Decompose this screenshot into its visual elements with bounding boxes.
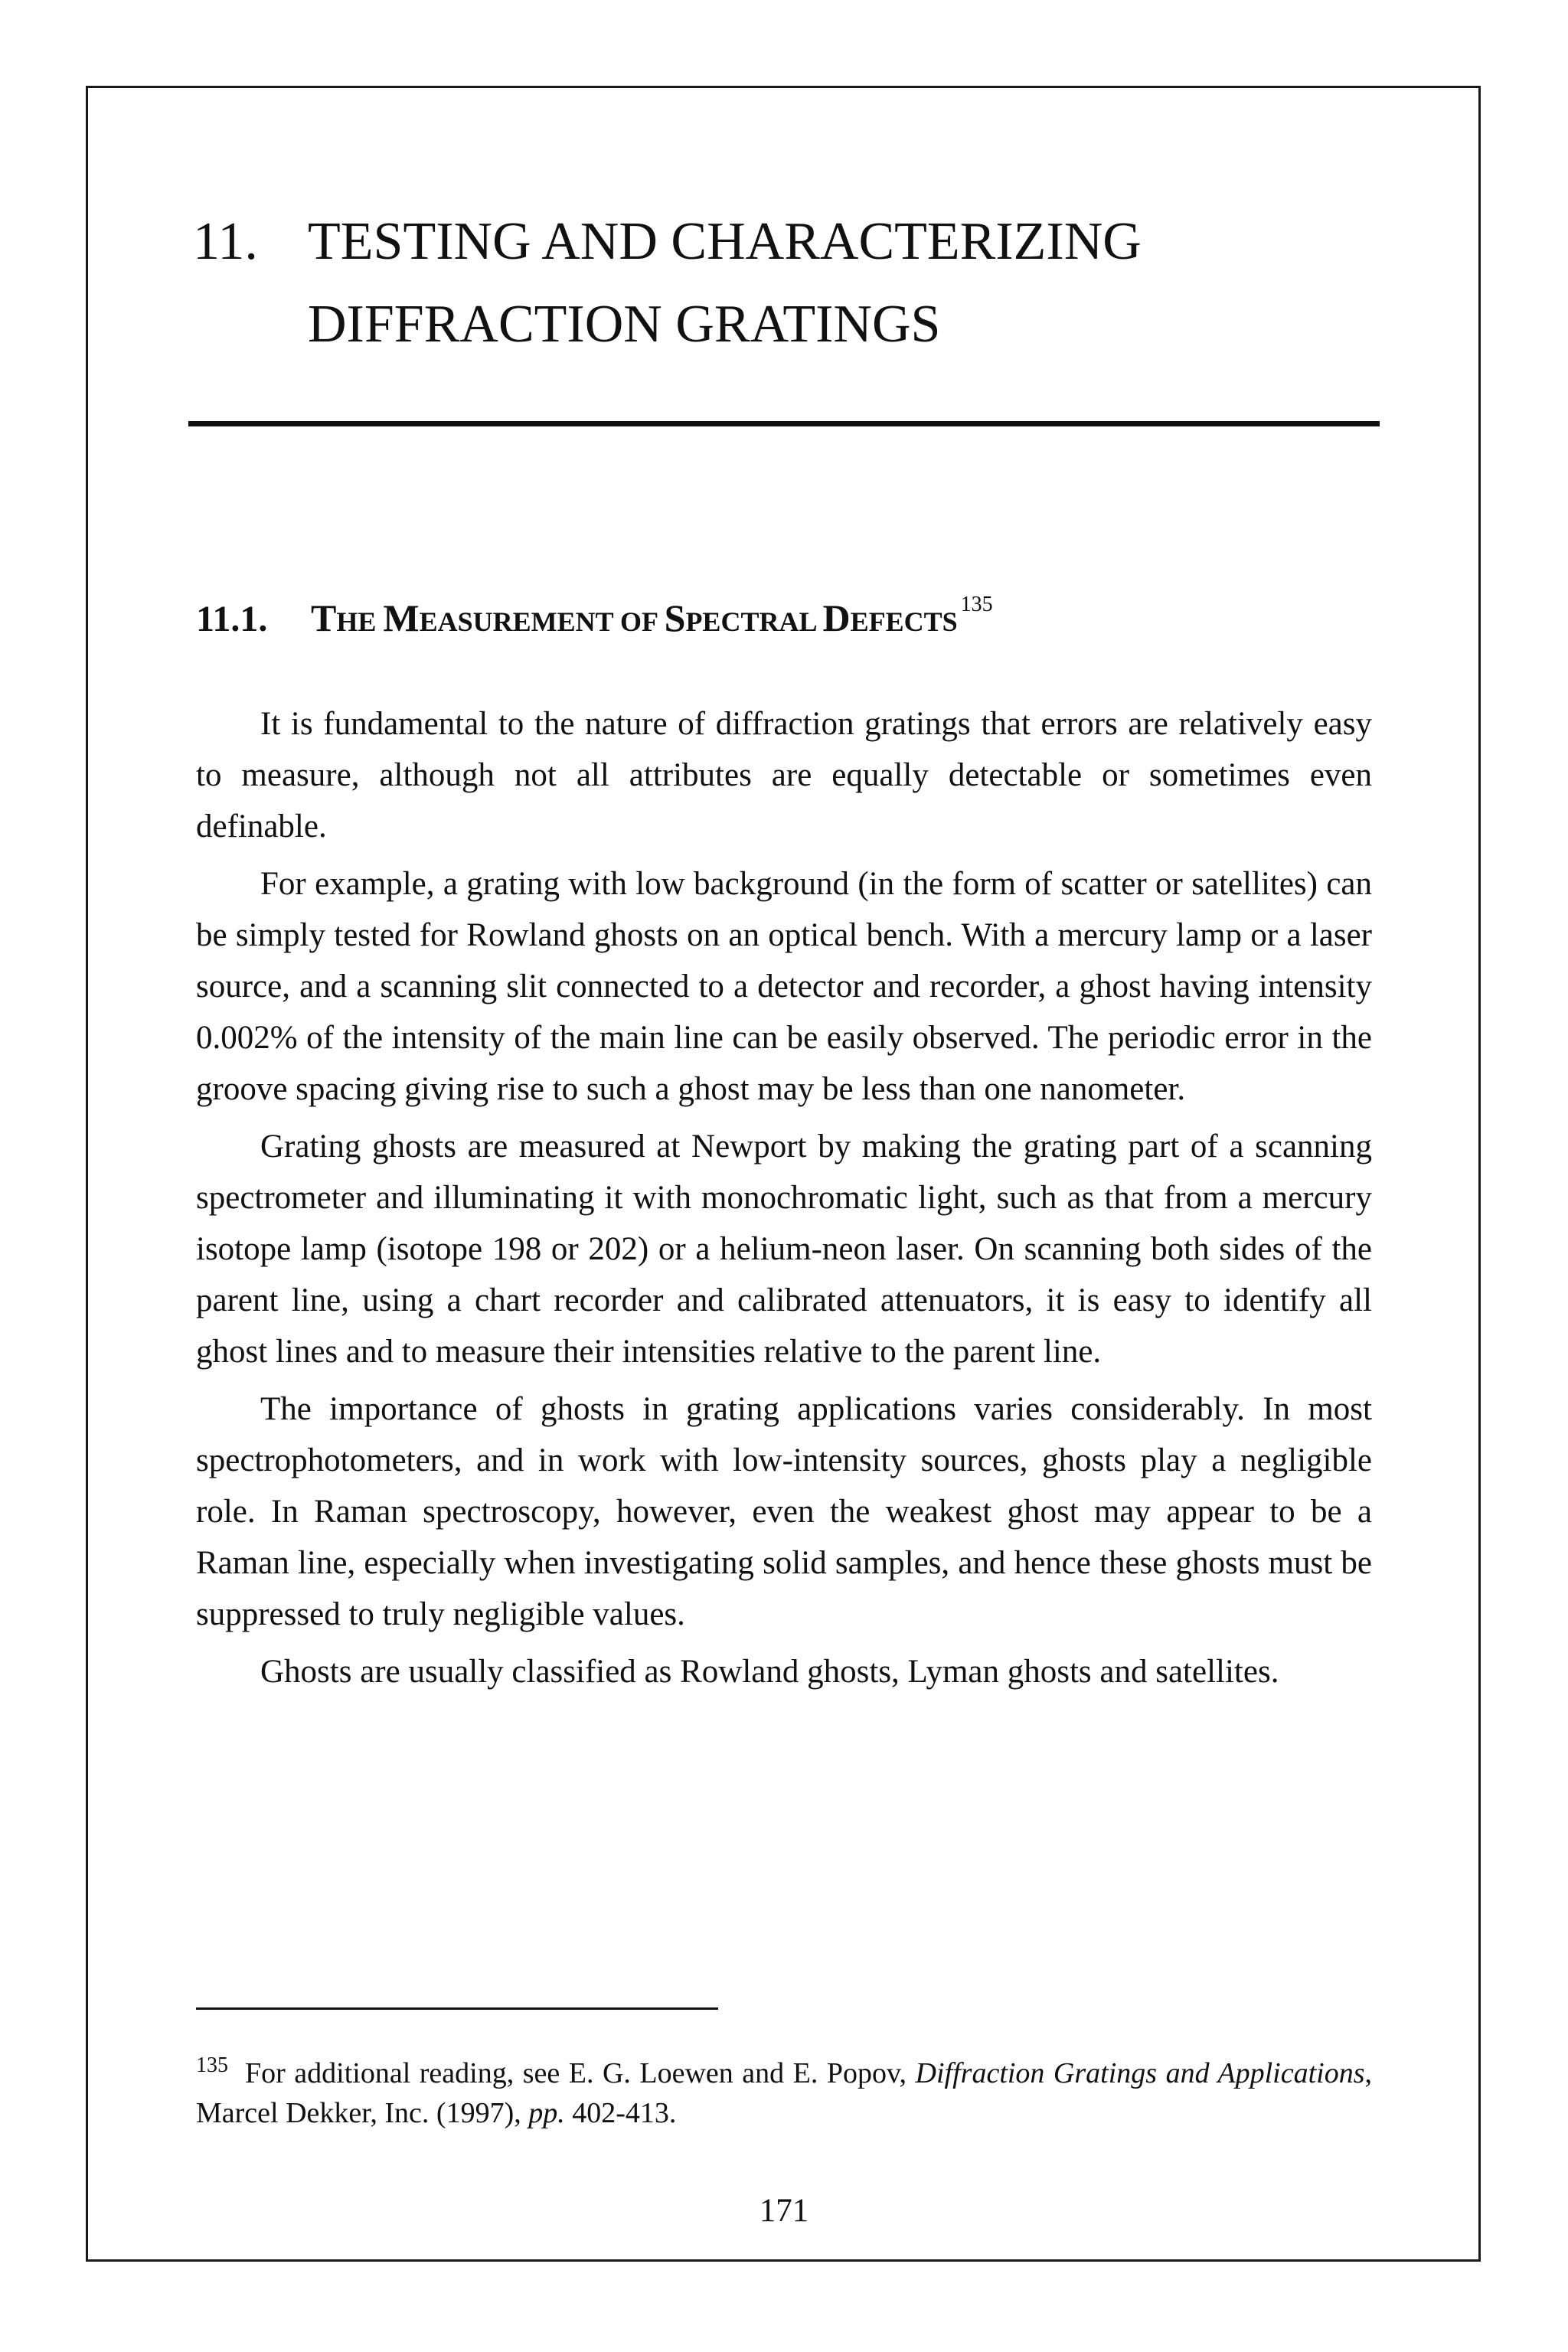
section-title-part: S — [664, 596, 686, 639]
footnote-text: For additional reading, see E. G. Loewen and E. Popov, — [245, 2057, 916, 2089]
section-title-part: PECTRAL — [685, 606, 823, 637]
footnote — [196, 2046, 1372, 2133]
section-title-part: T — [311, 596, 337, 639]
paragraph: It is fundamental to the nature of diffraction gratings that errors are relatively easy to measure, although not all attributes are equally detectable or sometimes even definable. — [196, 706, 1372, 844]
footnote-marker: 135 — [196, 2053, 228, 2077]
footnote-publisher: , Marcel Dekker, Inc. (1997), — [196, 2057, 1372, 2129]
footnote-pages-label: pp. — [528, 2097, 565, 2129]
page-number: 171 — [759, 2193, 809, 2229]
body-text — [196, 698, 1372, 1704]
section-title-part: EASUREMENT OF — [419, 606, 665, 637]
section-title-part: M — [383, 596, 420, 639]
footnote-reference[interactable]: 135 — [960, 593, 993, 616]
section-title-part: HE — [336, 606, 384, 637]
chapter-number: 11. — [193, 212, 258, 271]
footnote-divider — [196, 2007, 718, 2010]
paragraph: The importance of ghosts in grating applications varies considerably. In most spectrophotometers, and in work with low-intensity sources, ghosts play a negligible role. In Raman spectroscopy, however, even the weakest ghost may appear to be a Raman line, especially when investigating solid samples, and hence these ghosts must be suppressed to truly negligible values. — [196, 1391, 1372, 1632]
section-title-part: EFECTS — [850, 606, 958, 637]
chapter-title-line-2: DIFFRACTION GRATINGS — [308, 295, 941, 354]
paragraph: Ghosts are usually classified as Rowland ghosts, Lyman ghosts and satellites. — [260, 1654, 1279, 1690]
title-divider — [188, 421, 1380, 426]
section-heading — [196, 582, 993, 645]
paragraph: For example, a grating with low background (in the form of scatter or satellites) can be simply tested for Rowland ghosts on an optical bench. With a mercury lamp or a laser source, and a scanning slit connected to a detector and recorder, a ghost having intensity 0.002% of the intensity of the main line can be easily observed. The periodic error in the groove spacing giving rise to such a ghost may be less than one nanometer. — [196, 866, 1372, 1107]
footnote-pages: 402-413. — [564, 2097, 677, 2129]
section-number: 11.1. — [196, 599, 268, 639]
chapter-heading — [193, 201, 1387, 366]
section-title-part: D — [822, 596, 851, 639]
footnote-book-title: Diffraction Gratings and Applications — [915, 2057, 1365, 2089]
paragraph: Grating ghosts are measured at Newport by making the grating part of a scanning spectrometer and illuminating it with monochromatic light, such as that from a mercury isotope lamp (isotope 198 or 202) or a helium-neon laser. On scanning both sides of the parent line, using a chart recorder and calibrated attenuators, it is easy to identify all ghost lines and to measure their intensities relative to the parent line. — [196, 1129, 1372, 1370]
chapter-title-line-1: TESTING AND CHARACTERIZING — [308, 212, 1142, 271]
